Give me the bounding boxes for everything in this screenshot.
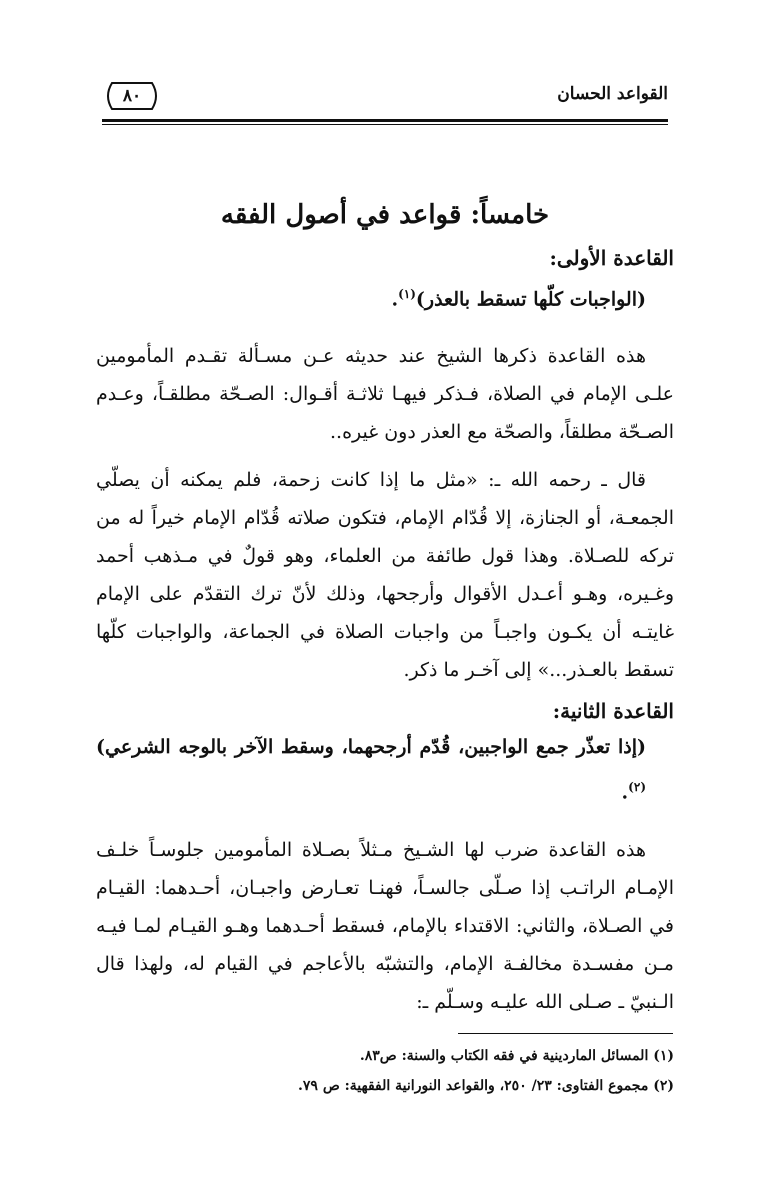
rule-2-quote: (إذا تعذّر جمع الواجبين، قُدّم أرجحهما، وسقط الآخر بالوجه الشرعي)	[96, 736, 646, 759]
page-body	[96, 200, 674, 1031]
footnote-2: (٢) مجموع الفتاوى: ٢٣/ ٢٥٠، والقواعد النورانية الفقهية: ص ٧٩.	[298, 1078, 674, 1094]
header-rule-thick	[102, 119, 668, 122]
section-title: خامساً: قواعد في أصول الفقه	[220, 200, 550, 230]
rule-2-paragraph-1: هذه القاعدة ضرب لها الشـيخ مـثلاً بصـلاة المأمومين جلوسـاً خلـف الإمـام الراتـب إذا صـلّى جالسـاً، فهنـا تعـارض واجبـان، أحـدهما: القيـام في الصـلاة، والثاني: الاقتداء بالإمام، فسقط أحـدهما وهـو القيـام لمـا فيـه مـن مفسـدة مخالفـة الإمام، والتشبّه بالأعاجم في القيام له، ولهذا قال الـنبيّ ـ صـلى الله عليـه وسـلّم ـ:	[96, 838, 674, 1013]
footnote-ref-1: (١)	[398, 287, 416, 301]
page-header	[102, 78, 668, 118]
rule-1-statement	[96, 274, 646, 319]
rule-1-paragraph-2: قال ـ رحمه الله ـ: «مثل ما إذا كانت زحمة، فلم يمكنه أن يصلّي الجمعـة، أو الجنازة، إلا قُدّام الإمام، فتكون صلاته قُدّام الإمام خيراً له من تركه للصـلاة. وهذا قول طائفة من العلماء، وهو قولٌ في مـذهب أحمد وغـيره، وهـو أعـدل الأقوال وأرجحها، وذلك لأنّ ترك التقدّم على الإمام غايتـه أن يكـون واجبـاً من واجبات الصلاة في الجماعة، والواجبات كلّها تسقط بالعـذر...» إلى آخـر ما ذكر.	[96, 469, 674, 682]
rule-2-statement	[96, 727, 646, 812]
rule-1-quote: (الواجبات كلّها تسقط بالعذر)	[415, 288, 646, 311]
footnote-1: (١) المسائل الماردينية في فقه الكتاب والسنة: ص٨٣.	[359, 1048, 674, 1064]
footnote-ref-2: (٢)	[628, 780, 646, 795]
page-number-badge	[102, 80, 162, 112]
rule-2-quote-end: .	[621, 781, 629, 804]
running-title: القواعد الحسان	[557, 84, 668, 104]
rule-1-paragraph-1: هذه القاعدة ذكرها الشيخ عند حديثه عـن مسـألة تقـدم المأمومين علـى الإمام في الصلاة، فـذكر فيهـا ثلاثـة أقـوال: الصـحّة مطلقـاً، وعـدم الصـحّة مطلقاً، والصحّة مع العذر دون غيره..	[96, 345, 674, 444]
rule-2-heading: القاعدة الثانية:	[552, 699, 674, 724]
header-rule-thin	[102, 124, 668, 125]
rule-1-heading: القاعدة الأولى:	[549, 246, 674, 270]
footnote-separator	[458, 1033, 673, 1034]
rule-1-quote-end: .	[391, 288, 399, 311]
page-number: ٨٠	[122, 86, 142, 106]
footnotes	[96, 1041, 674, 1101]
